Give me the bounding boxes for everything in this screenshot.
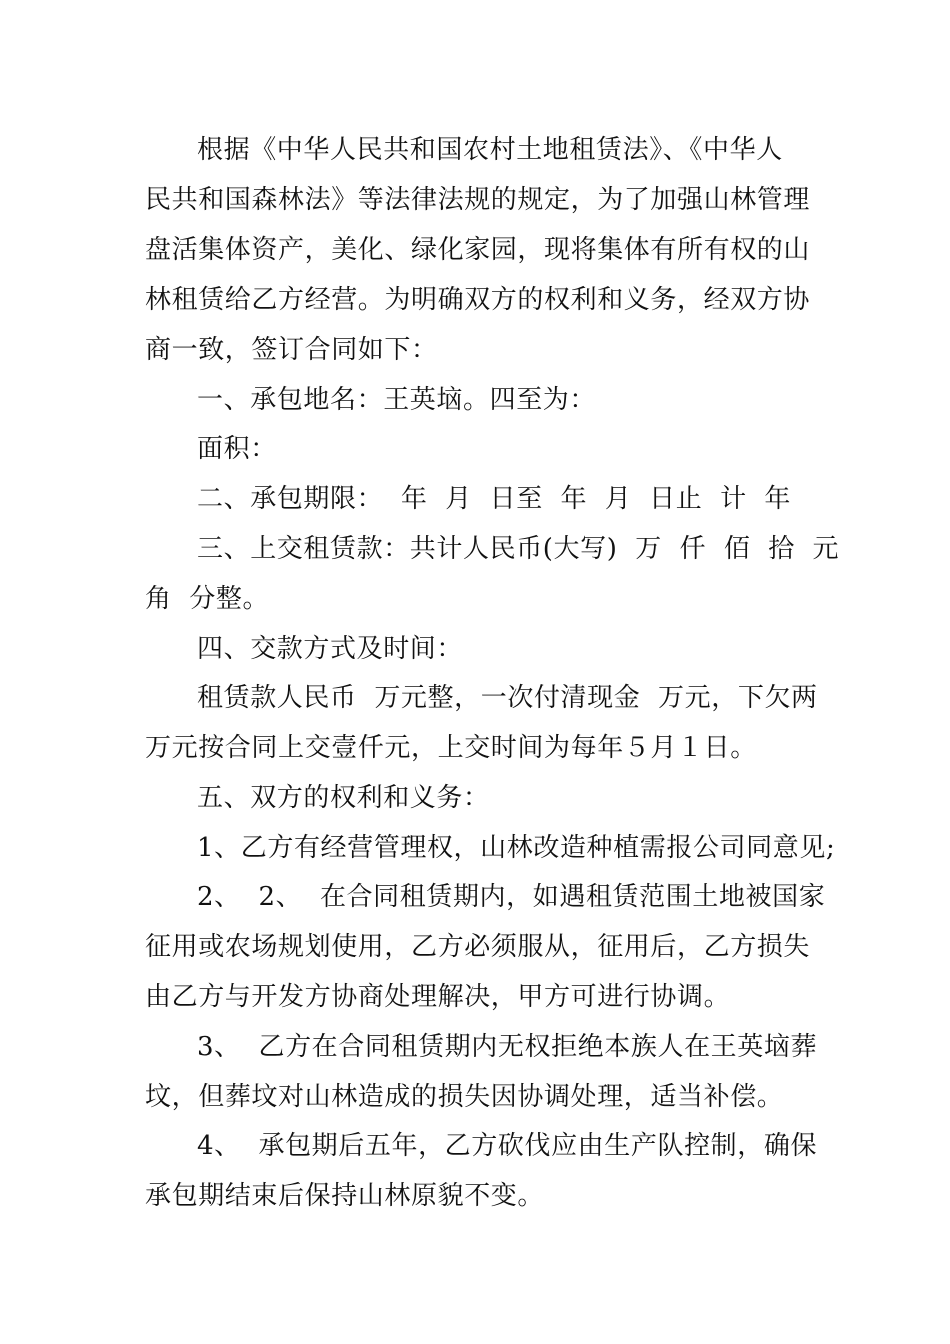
clause-heading-3: 三、上交租赁款：共计人民币(大写) 万 仟 佰 拾 元 (197, 534, 840, 564)
paragraph-line: 由乙方与开发方协商处理解决，甲方可进行协调。 (145, 982, 731, 1012)
paragraph-line: 民共和国森林法》等法律法规的规定，为了加强山林管理 (145, 185, 811, 215)
list-item-4: 4、 承包期后五年，乙方砍伐应由生产队控制，确保 (197, 1131, 818, 1161)
paragraph-line: 盘活集体资产，美化、绿化家园，现将集体有所有权的山 (145, 235, 811, 265)
list-item-3: 3、 乙方在合同租赁期内无权拒绝本族人在王英垴葬 (197, 1032, 818, 1062)
paragraph-line: 面积： (197, 434, 277, 464)
paragraph-line: 租赁款人民币 万元整，一次付清现金 万元，下欠两 (197, 683, 818, 713)
paragraph-line: 万元按合同上交壹仟元，上交时间为每年５月１日。 (145, 733, 757, 763)
clause-heading-1: 一、承包地名：王英垴。四至为： (197, 385, 597, 415)
list-item-1: 1、乙方有经营管理权，山林改造种植需报公司同意见; (197, 833, 836, 863)
paragraph-line: 角 分整。 (145, 584, 270, 614)
paragraph-line: 坟，但葬坟对山林造成的损失因协调处理，适当补偿。 (145, 1082, 784, 1112)
paragraph-line: 商一致，签订合同如下： (145, 335, 438, 365)
clause-heading-5: 五、双方的权利和义务： (197, 783, 490, 813)
list-item-2: 2、 2、 在合同租赁期内，如遇租赁范围土地被国家 (197, 882, 826, 912)
clause-heading-4: 四、交款方式及时间： (197, 634, 464, 664)
paragraph-line: 承包期结束后保持山林原貌不变。 (145, 1181, 545, 1211)
clause-heading-2: 二、承包期限： 年 月 日至 年 月 日止 计 年 (197, 484, 792, 514)
paragraph-line: 征用或农场规划使用，乙方必须服从，征用后，乙方损失 (145, 932, 811, 962)
paragraph-line: 林租赁给乙方经营。为明确双方的权利和义务，经双方协 (145, 285, 811, 315)
paragraph-line: 根据《中华人民共和国农村土地租赁法》、《中华人 (197, 135, 783, 165)
